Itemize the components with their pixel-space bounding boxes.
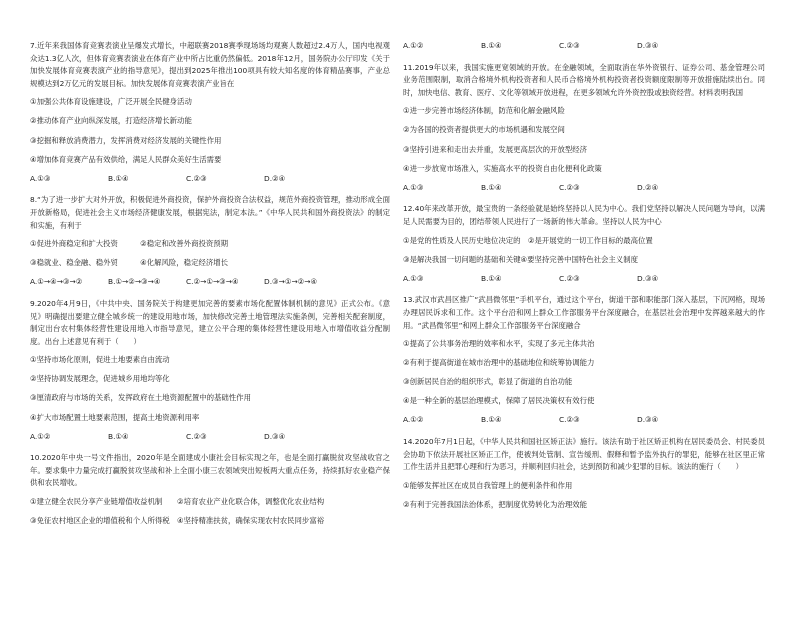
question-12-stem: 12.40年来改革开放，最宝贵的一条经验就是始终坚持以人民为中心。我们党坚持以解决人民问题为导向，以满足人民需要为目的，团结带领人民进行了一场新的伟大革命。坚持以人民为中心 xyxy=(403,204,765,226)
q13-option-2: ②有利于提高街道在城市治理中的基础地位和统筹协调能力 xyxy=(403,358,595,368)
q7-choice-a: A.①③ xyxy=(30,173,51,183)
q7-choice-c: C.②③ xyxy=(186,173,207,183)
q8-choice-a: A.①→④→③→② xyxy=(30,277,83,287)
q7-option-2: ②推动体育产业向纵深发展，打造经济增长新动能 xyxy=(30,116,192,126)
question-9-stem: 9.2020年4月9日，《中共中央、国务院关于构建更加完善的要素市场化配置体制机制的意见》正式公布。《意见》明确提出要建立健全城乡统一的建设用地市场，加快修改完善土地管理法实施条例，完善相关配套制度，制定出台农村集体经营性建设用地入市指导意见，建立公平合理的集体经营性建设用地入市增值收益分配制度。出台上述意见有利于（ ） xyxy=(30,298,390,346)
q12-choice-a: A.①③ xyxy=(403,273,424,283)
q12-option-row-2: ③是解决我国一切问题的基础和关键④要坚持完善中国特色社会主义制度 xyxy=(403,254,638,264)
q8-choice-d: D.③→①→②→④ xyxy=(264,277,318,287)
q11-option-1: ①进一步完善市场经济体制，防范和化解金融风险 xyxy=(403,106,565,116)
q9-choice-d: D.③④ xyxy=(264,431,286,441)
q13-choices xyxy=(403,414,765,427)
q9-option-2: ②坚持协调发展理念，促进城乡用地均等化 xyxy=(30,374,170,384)
q13-option-3: ③创新居民自治的组织形式，彰显了街道的自治功能 xyxy=(403,377,573,387)
q10-choice-d: D.③④ xyxy=(637,41,659,50)
q7-choice-b: B.①④ xyxy=(108,173,129,183)
q10-choice-a: A.①② xyxy=(403,41,424,50)
question-13-stem: 13.武汉市武昌区推广“武昌微邻里”手机平台，通过这个平台，街道干部和职能部门深入基层，下沉网格，现场办理居民诉求和工作。这个平台沿和网上群众工作部服务平台深度融合，在基层社会治理中发挥越来越大的作用。“武昌微邻里”和网上群众工作部服务平台深度融合 xyxy=(403,295,765,330)
q10-option-row-1: ①建立健全农民分享产业链增值收益机制 ②培育农业产业化联合体，调整优化农业结构 xyxy=(30,497,325,507)
q9-option-4: ④扩大市场配置土地要素范围，提高土地资源利用率 xyxy=(30,412,200,422)
q8-choice-b: B.①→②→③→④ xyxy=(108,277,161,287)
q9-choice-b: B.①④ xyxy=(108,431,129,441)
q11-option-2: ②为各国的投资者提供更大的市场机遇和发展空间 xyxy=(403,125,565,135)
q9-choice-c: C.②③ xyxy=(186,431,207,441)
q11-choice-c: C.②③ xyxy=(559,182,580,192)
q12-choice-c: C.②③ xyxy=(559,273,580,283)
q9-choice-a: A.①② xyxy=(30,431,51,441)
question-14-stem: 14.2020年7月1日起，《中华人民共和国社区矫正法》施行。该法有助于社区矫正机构在居民委员会、村民委员会协助下依法开展社区矫正工作，使被判处管制、宣告缓刑、假释和暂予监外执行的罪犯，能够在社区里正常工作生活并且把罪心理和行为恶习，并顺利回归社会，达到预防和减少犯罪的目标。该法的施行（ ） xyxy=(403,437,765,472)
q11-option-4: ④进一步放宽市场准入，实施高水平的投资自由化便利化政策 xyxy=(403,163,602,173)
q7-option-1: ①加强公共体育设施建设，广泛开展全民健身活动 xyxy=(30,97,192,107)
q13-choice-b: B.①④ xyxy=(481,415,502,425)
q11-choice-b: B.①④ xyxy=(481,182,502,192)
q7-option-4: ④增加体育竞赛产品有效供给，满足人民群众美好生活需要 xyxy=(30,154,222,164)
left-column xyxy=(30,40,390,534)
q12-choice-d: D.③④ xyxy=(637,273,659,283)
q9-option-3: ③厘清政府与市场的关系，发挥政府在土地资源配置中的基础性作用 xyxy=(30,393,251,403)
q10-option-row-2: ③免征农村地区企业的增值税和个人所得税 ④坚持精准扶贫，确保实现农村农民同步富裕 xyxy=(30,516,325,526)
q8-option-row-1: ①促进外商稳定和扩大投资 ②稳定和改善外商投资预期 xyxy=(30,239,229,249)
q9-option-1: ①坚持市场化原则，促进土地要素自由流动 xyxy=(30,355,170,365)
right-column xyxy=(403,40,765,518)
q8-choice-c: C.②→①→③→④ xyxy=(186,277,239,287)
q11-choices xyxy=(403,182,765,195)
q13-option-1: ①提高了公共事务治理的效率和水平，实现了多元主体共治 xyxy=(403,339,595,349)
q12-choice-b: B.①④ xyxy=(481,273,502,283)
q11-choice-d: D.②④ xyxy=(637,182,659,192)
q11-option-3: ③坚持引进来和走出去并重，发展更高层次的开放型经济 xyxy=(403,144,588,154)
q7-choices xyxy=(30,173,390,186)
q10-choice-b: B.①④ xyxy=(481,41,502,50)
q11-choice-a: A.①③ xyxy=(403,182,424,192)
q14-option-1: ①能够发挥社区在成员自我管理上的便利条件和作用 xyxy=(403,480,573,490)
question-7-stem: 7.近年来我国体育竞赛表演业呈爆发式增长，中超联赛2018赛季现场场均观赛人数超过2.4万人，国内电视观众达1.3亿人次，但体育竞赛表演业在体育产业中所占比重仍然偏低。2018年12月，国务院办公厅印发《关于加快发展体育竞赛表演产业的指导意见》，提出到2025年推出100项具有较大知名度的体育精品赛事，产业总规模达到2万亿元的发展目标。加快发展体育竞赛表演产业旨在 xyxy=(30,41,390,88)
question-8-stem: 8.“为了进一步扩大对外开放，积极促进外商投资，保护外商投资合法权益，规范外商投资管理，推动形成全面开放新格局，促进社会主义市场经济健康发展，根据宪法，制定本法。”《中华人民共和国外商投资法》的制定和实施，有利于 xyxy=(30,195,390,230)
q13-choice-a: A.①② xyxy=(403,415,424,425)
q7-option-3: ③挖掘和释放消费潜力，发挥消费对经济发展的关键性作用 xyxy=(30,135,222,145)
question-11-stem: 11.2019年以来，我国实施更宽领域的开放。在金融领域，全面取消在华外资银行、证券公司、基金管理公司业务范围限制，取消合格境外机构投资者和人民币合格境外机构投资者投资额度限制等开放措施陆续出台。同时，加快电信、教育、医疗、文化等领域开放进程，在更多领域允许外资控股或独资经营。材料表明我国 xyxy=(403,62,765,97)
q10-choices xyxy=(403,40,765,53)
q10-choice-c: C.②③ xyxy=(559,41,580,50)
q13-option-4: ④是一种全新的基层治理模式，保障了居民决策权有效行使 xyxy=(403,396,595,406)
question-10-stem: 10.2020年中央一号文件指出，2020年是全面建成小康社会目标实现之年，也是全面打赢脱贫攻坚战收官之年。要求集中力量完成打赢脱贫攻坚战和补上全面小康三农领域突出短板两大重点任务，持续抓好农业稳产保供和农民增收。 xyxy=(30,453,390,488)
q7-choice-d: D.②④ xyxy=(264,173,286,183)
q13-choice-c: C.②③ xyxy=(559,415,580,425)
q9-choices xyxy=(30,431,390,444)
q14-option-2: ②有利于完善我国法治体系，把制度优势转化为治理效能 xyxy=(403,499,588,509)
q13-choice-d: D.③④ xyxy=(637,415,659,425)
q12-option-row-1: ①是党的性质及人民历史地位决定的 ②是开展党的一切工作目标的最高位置 xyxy=(403,235,653,245)
q8-option-row-2: ③稳就业、稳金融、稳外贸 ④化解风险，稳定经济增长 xyxy=(30,258,229,268)
q12-choices xyxy=(403,273,765,286)
q8-choices xyxy=(30,276,390,289)
